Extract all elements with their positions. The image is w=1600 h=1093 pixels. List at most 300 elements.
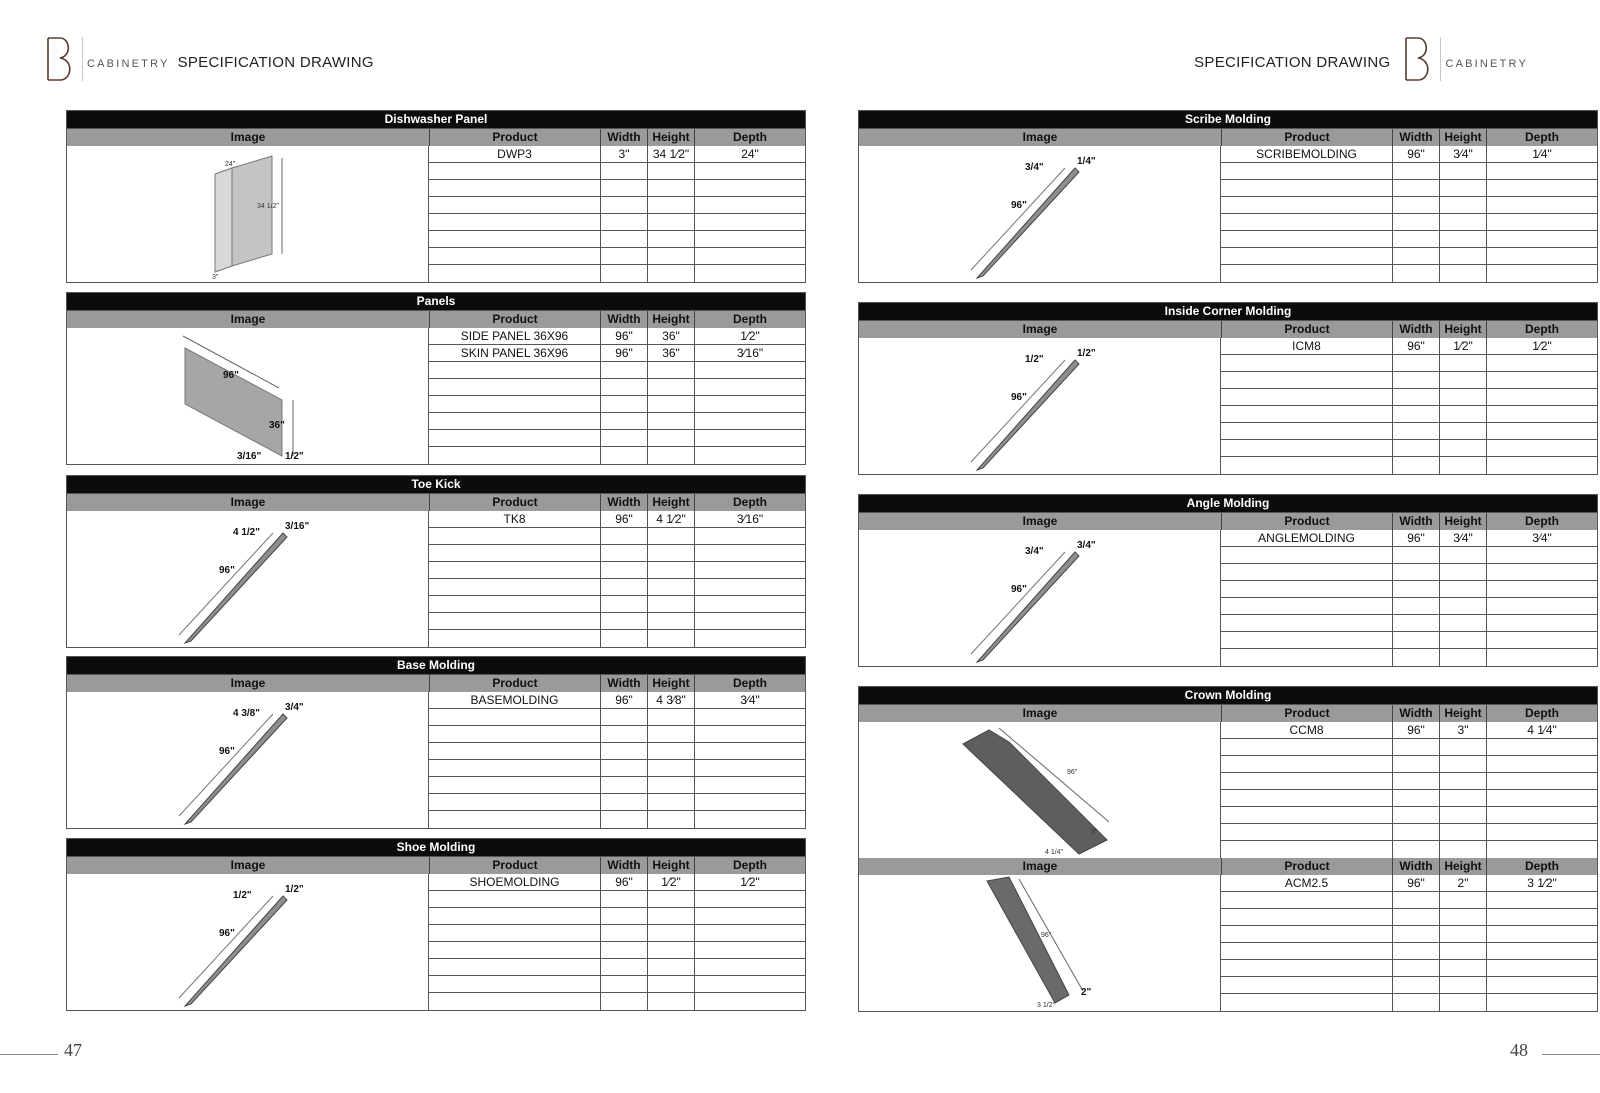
depth-cell [1486, 892, 1597, 908]
shoe-drawing [67, 874, 427, 1010]
brand-logo [46, 36, 170, 82]
product-cell [429, 545, 600, 561]
length-dim-line [971, 168, 1065, 270]
width-cell [600, 231, 647, 247]
width-cell [1392, 180, 1439, 196]
height-cell [1439, 909, 1486, 925]
depth-cell [1486, 773, 1597, 789]
table-row [429, 396, 805, 413]
column-header-height: Height [1439, 858, 1486, 875]
table-row [1221, 530, 1597, 547]
column-header-width: Width [600, 857, 647, 874]
depth-cell [1486, 943, 1597, 959]
depth-cell: 1⁄2" [694, 328, 805, 344]
table-row [429, 908, 805, 925]
product-grid [429, 146, 805, 282]
product-cell [1221, 547, 1392, 563]
dim-label: 4 1/2" [233, 527, 260, 538]
width-cell [600, 959, 647, 975]
height-cell [647, 908, 694, 924]
product-cell [429, 613, 600, 629]
dim-label: 96" [1041, 932, 1052, 939]
product-cell [1221, 423, 1392, 439]
height-cell [1439, 163, 1486, 179]
width-cell [600, 413, 647, 429]
column-header-row [67, 675, 805, 692]
column-header-width: Width [1392, 321, 1439, 338]
product-grid [1221, 530, 1597, 666]
table-row [1221, 632, 1597, 649]
height-cell [1439, 581, 1486, 597]
width-cell [1392, 739, 1439, 755]
height-cell [647, 613, 694, 629]
table-row [429, 180, 805, 197]
depth-cell [694, 891, 805, 907]
depth-cell [694, 545, 805, 561]
width-cell [1392, 790, 1439, 806]
dim-label: 1/2" [233, 890, 252, 901]
depth-cell [1486, 790, 1597, 806]
depth-cell [694, 596, 805, 612]
width-cell [600, 760, 647, 776]
product-cell [429, 528, 600, 544]
depth-cell [694, 562, 805, 578]
width-cell [1392, 355, 1439, 371]
logo-divider [1440, 37, 1441, 81]
table-row [1221, 960, 1597, 977]
length-dim-line [179, 896, 273, 998]
dim-label: 36" [269, 420, 285, 431]
dim-label: 24" [225, 161, 236, 168]
dim-label: 2" [1081, 987, 1092, 998]
section-body [859, 146, 1597, 282]
product-cell [1221, 615, 1392, 631]
width-cell [600, 197, 647, 213]
height-cell [647, 528, 694, 544]
length-dim-line [179, 714, 273, 816]
depth-cell [694, 413, 805, 429]
crown-shape [963, 730, 1107, 854]
height-cell [647, 993, 694, 1010]
column-header-row [859, 513, 1597, 530]
height-cell [1439, 440, 1486, 456]
width-cell: 96" [1392, 722, 1439, 738]
crown1-drawing [859, 722, 1219, 858]
width-cell: 96" [600, 511, 647, 527]
table-row [1221, 756, 1597, 773]
depth-cell [1486, 960, 1597, 976]
table-row [429, 328, 805, 345]
product-cell: ANGLEMOLDING [1258, 531, 1355, 545]
column-header-depth: Depth [694, 311, 805, 328]
table-row [1221, 790, 1597, 807]
column-header-image: Image [1022, 706, 1058, 720]
product-cell [1221, 892, 1392, 908]
column-header-row [67, 129, 805, 146]
table-row [429, 265, 805, 282]
crown2-drawing [859, 875, 1219, 1011]
depth-cell: 3 1⁄2" [1486, 875, 1597, 891]
column-header-width: Width [1392, 513, 1439, 530]
product-cell [429, 430, 600, 446]
column-header-width: Width [1392, 858, 1439, 875]
depth-cell: 1⁄2" [1486, 338, 1597, 354]
width-cell [1392, 248, 1439, 264]
table-row [429, 231, 805, 248]
height-cell [1439, 926, 1486, 942]
page-number-right: 48 [1510, 1040, 1528, 1060]
depth-cell [1486, 457, 1597, 474]
width-cell [1392, 231, 1439, 247]
column-header-height: Height [647, 129, 694, 146]
dim-label: 3 1/2" [1037, 1002, 1056, 1009]
height-cell [1439, 214, 1486, 230]
section-body [67, 692, 805, 828]
height-cell [647, 248, 694, 264]
spec-section-left-4 [66, 838, 806, 1011]
product-cell [1221, 649, 1392, 666]
depth-cell [694, 248, 805, 264]
height-cell [1439, 372, 1486, 388]
width-cell [1392, 892, 1439, 908]
depth-cell [1486, 824, 1597, 840]
product-image-cell [859, 722, 1221, 858]
dim-label: 1/2" [1077, 348, 1096, 359]
brand-name: CABINETRY [1445, 58, 1528, 70]
table-row [429, 760, 805, 777]
product-cell [429, 562, 600, 578]
column-header-depth: Depth [1486, 321, 1597, 338]
table-row [1221, 265, 1597, 282]
table-row [1221, 875, 1597, 892]
height-cell [647, 925, 694, 941]
product-grid [1221, 722, 1597, 858]
height-cell [647, 726, 694, 742]
column-header-image: Image [230, 130, 266, 144]
table-row [429, 447, 805, 464]
depth-cell [1486, 739, 1597, 755]
width-cell: 96" [1392, 338, 1439, 354]
column-header-height: Height [647, 857, 694, 874]
product-cell [1221, 457, 1392, 474]
product-cell [429, 630, 600, 647]
width-cell [1392, 214, 1439, 230]
column-header-height: Height [1439, 705, 1486, 722]
column-header-depth: Depth [694, 857, 805, 874]
section-title: Angle Molding [859, 495, 1597, 513]
width-cell [1392, 581, 1439, 597]
depth-cell [1486, 406, 1597, 422]
height-cell [1439, 943, 1486, 959]
depth-cell [694, 579, 805, 595]
dim-label: 96" [223, 370, 239, 381]
page-rule-left [0, 1054, 58, 1055]
table-row [1221, 389, 1597, 406]
depth-cell: 3⁄4" [1486, 530, 1597, 546]
depth-cell [1486, 926, 1597, 942]
table-row [1221, 615, 1597, 632]
height-cell [647, 197, 694, 213]
product-cell [429, 959, 600, 975]
product-image-cell [67, 692, 429, 828]
width-cell: 3" [600, 146, 647, 162]
width-cell [600, 976, 647, 992]
table-row [429, 692, 805, 709]
height-cell [1439, 355, 1486, 371]
width-cell [1392, 440, 1439, 456]
column-header-width: Width [600, 675, 647, 692]
table-row [429, 362, 805, 379]
product-cell [1221, 180, 1392, 196]
width-cell [1392, 994, 1439, 1011]
table-row [429, 925, 805, 942]
column-header-row [859, 858, 1597, 875]
dim-label: 1/2" [285, 884, 304, 895]
section-title: Dishwasher Panel [67, 111, 805, 129]
section-body [67, 328, 805, 464]
dim-label: 3/16" [285, 521, 310, 532]
table-row [1221, 547, 1597, 564]
depth-cell: 3⁄16" [694, 511, 805, 527]
column-header-product: Product [1221, 858, 1392, 875]
column-header-height: Height [647, 311, 694, 328]
height-cell [1439, 615, 1486, 631]
table-row [1221, 926, 1597, 943]
column-header-image: Image [1022, 322, 1058, 336]
height-cell: 4 1⁄2" [647, 511, 694, 527]
width-cell [600, 248, 647, 264]
product-cell [1221, 943, 1392, 959]
column-header-image: Image [230, 676, 266, 690]
height-cell [647, 630, 694, 647]
table-row [1221, 892, 1597, 909]
table-row [1221, 338, 1597, 355]
height-cell [647, 379, 694, 395]
column-header-depth: Depth [1486, 858, 1597, 875]
table-row [1221, 807, 1597, 824]
depth-cell [1486, 598, 1597, 614]
section-title: Base Molding [67, 657, 805, 675]
product-cell [1221, 807, 1392, 823]
table-row [429, 613, 805, 630]
product-image-cell [859, 875, 1221, 1011]
depth-cell [694, 760, 805, 776]
table-row [429, 596, 805, 613]
height-cell [1439, 977, 1486, 993]
icm-drawing [859, 338, 1219, 474]
column-header-product: Product [429, 675, 600, 692]
column-header-depth: Depth [1486, 129, 1597, 146]
column-header-depth: Depth [694, 494, 805, 511]
depth-cell [1486, 355, 1597, 371]
base-drawing [67, 692, 427, 828]
depth-cell [1486, 372, 1597, 388]
column-header-product: Product [429, 311, 600, 328]
width-cell [600, 925, 647, 941]
product-grid [1221, 875, 1597, 1011]
height-cell [647, 447, 694, 464]
product-cell [1221, 564, 1392, 580]
table-row [429, 777, 805, 794]
column-header-image: Image [1022, 859, 1058, 873]
width-cell [1392, 564, 1439, 580]
table-row [429, 345, 805, 362]
width-cell [600, 379, 647, 395]
column-header-product: Product [429, 857, 600, 874]
dim-label: 96" [1011, 200, 1027, 211]
column-header-height: Height [1439, 513, 1486, 530]
depth-cell [1486, 214, 1597, 230]
product-image-cell [859, 338, 1221, 474]
depth-cell [694, 613, 805, 629]
height-cell [1439, 231, 1486, 247]
depth-cell [1486, 581, 1597, 597]
height-cell [1439, 841, 1486, 858]
product-cell: ACM2.5 [1284, 876, 1329, 890]
product-cell [429, 447, 600, 464]
product-cell [429, 265, 600, 282]
product-cell [429, 709, 600, 725]
section-title: Crown Molding [859, 687, 1597, 705]
page-rule-right [1542, 1054, 1600, 1055]
section-title: Scribe Molding [859, 111, 1597, 129]
spec-section-right-2 [858, 494, 1598, 667]
spec-section-left-0 [66, 110, 806, 283]
table-row [429, 630, 805, 647]
product-cell: TK8 [503, 512, 526, 526]
depth-cell [1486, 977, 1597, 993]
width-cell [600, 396, 647, 412]
height-cell [1439, 632, 1486, 648]
depth-cell [1486, 423, 1597, 439]
height-cell [647, 794, 694, 810]
depth-cell [1486, 909, 1597, 925]
depth-cell [694, 959, 805, 975]
table-row [1221, 943, 1597, 960]
width-cell [1392, 632, 1439, 648]
width-cell [600, 265, 647, 282]
product-cell [1221, 994, 1392, 1011]
table-row [1221, 355, 1597, 372]
width-cell [1392, 389, 1439, 405]
table-row [1221, 909, 1597, 926]
height-cell [1439, 649, 1486, 666]
table-row [429, 163, 805, 180]
logo-divider [82, 37, 83, 81]
width-cell [600, 180, 647, 196]
depth-cell [694, 993, 805, 1010]
column-header-product: Product [1221, 129, 1392, 146]
height-cell [647, 760, 694, 776]
brand-b-logo-icon [46, 36, 76, 82]
height-cell [1439, 389, 1486, 405]
right-page-header [1194, 34, 1528, 84]
depth-cell [694, 908, 805, 924]
product-cell [1221, 581, 1392, 597]
product-cell: DWP3 [497, 147, 532, 161]
product-cell [429, 976, 600, 992]
table-row [1221, 146, 1597, 163]
width-cell [1392, 926, 1439, 942]
width-cell [1392, 598, 1439, 614]
molding-shape [977, 360, 1079, 470]
width-cell [600, 214, 647, 230]
dim-label: 96" [219, 565, 235, 576]
molding-shape [977, 552, 1079, 662]
product-cell: ICM8 [1292, 339, 1321, 353]
product-cell [1221, 841, 1392, 858]
column-header-width: Width [600, 129, 647, 146]
height-cell: 34 1⁄2" [647, 146, 694, 162]
table-row [1221, 440, 1597, 457]
length-dim-line [971, 552, 1065, 654]
product-cell: SHOEMOLDING [469, 875, 560, 889]
product-cell [1221, 977, 1392, 993]
product-cell [429, 396, 600, 412]
table-row [1221, 773, 1597, 790]
width-cell [1392, 756, 1439, 772]
height-cell [647, 811, 694, 828]
product-cell [429, 993, 600, 1010]
height-cell [647, 430, 694, 446]
width-cell [1392, 807, 1439, 823]
depth-cell [1486, 547, 1597, 563]
width-cell [600, 545, 647, 561]
product-cell [429, 413, 600, 429]
column-header-row [67, 857, 805, 874]
width-cell [1392, 547, 1439, 563]
product-image-cell [67, 874, 429, 1010]
product-cell: SKIN PANEL 36X96 [460, 346, 569, 360]
product-image-cell [859, 530, 1221, 666]
depth-cell [694, 925, 805, 941]
depth-cell [694, 231, 805, 247]
depth-cell [1486, 389, 1597, 405]
product-cell [1221, 265, 1392, 282]
depth-cell [694, 743, 805, 759]
table-row [1221, 248, 1597, 265]
column-header-product: Product [429, 129, 600, 146]
product-cell [1221, 960, 1392, 976]
spec-section-left-2 [66, 475, 806, 648]
depth-cell [1486, 564, 1597, 580]
dim-label: 3/4" [1025, 162, 1044, 173]
table-row [429, 214, 805, 231]
column-header-image: Image [230, 312, 266, 326]
dim-label: 96" [1067, 769, 1078, 776]
brand-name: CABINETRY [87, 58, 170, 70]
section-title: Inside Corner Molding [859, 303, 1597, 321]
depth-cell [694, 379, 805, 395]
section-title: Toe Kick [67, 476, 805, 494]
height-cell: 1⁄2" [1439, 338, 1486, 354]
height-cell [1439, 457, 1486, 474]
height-cell [1439, 756, 1486, 772]
depth-cell [1486, 197, 1597, 213]
table-row [1221, 457, 1597, 474]
product-image-cell [67, 328, 429, 464]
product-cell [429, 362, 600, 378]
page-title-left: SPECIFICATION DRAWING [177, 53, 374, 71]
dim-label: 3/4" [285, 702, 304, 713]
dim-label: 1/4" [1077, 156, 1096, 167]
table-row [1221, 406, 1597, 423]
height-cell [647, 362, 694, 378]
width-cell: 96" [600, 328, 647, 344]
product-cell: SCRIBEMOLDING [1256, 147, 1357, 161]
column-header-row [859, 129, 1597, 146]
column-header-row [67, 494, 805, 511]
